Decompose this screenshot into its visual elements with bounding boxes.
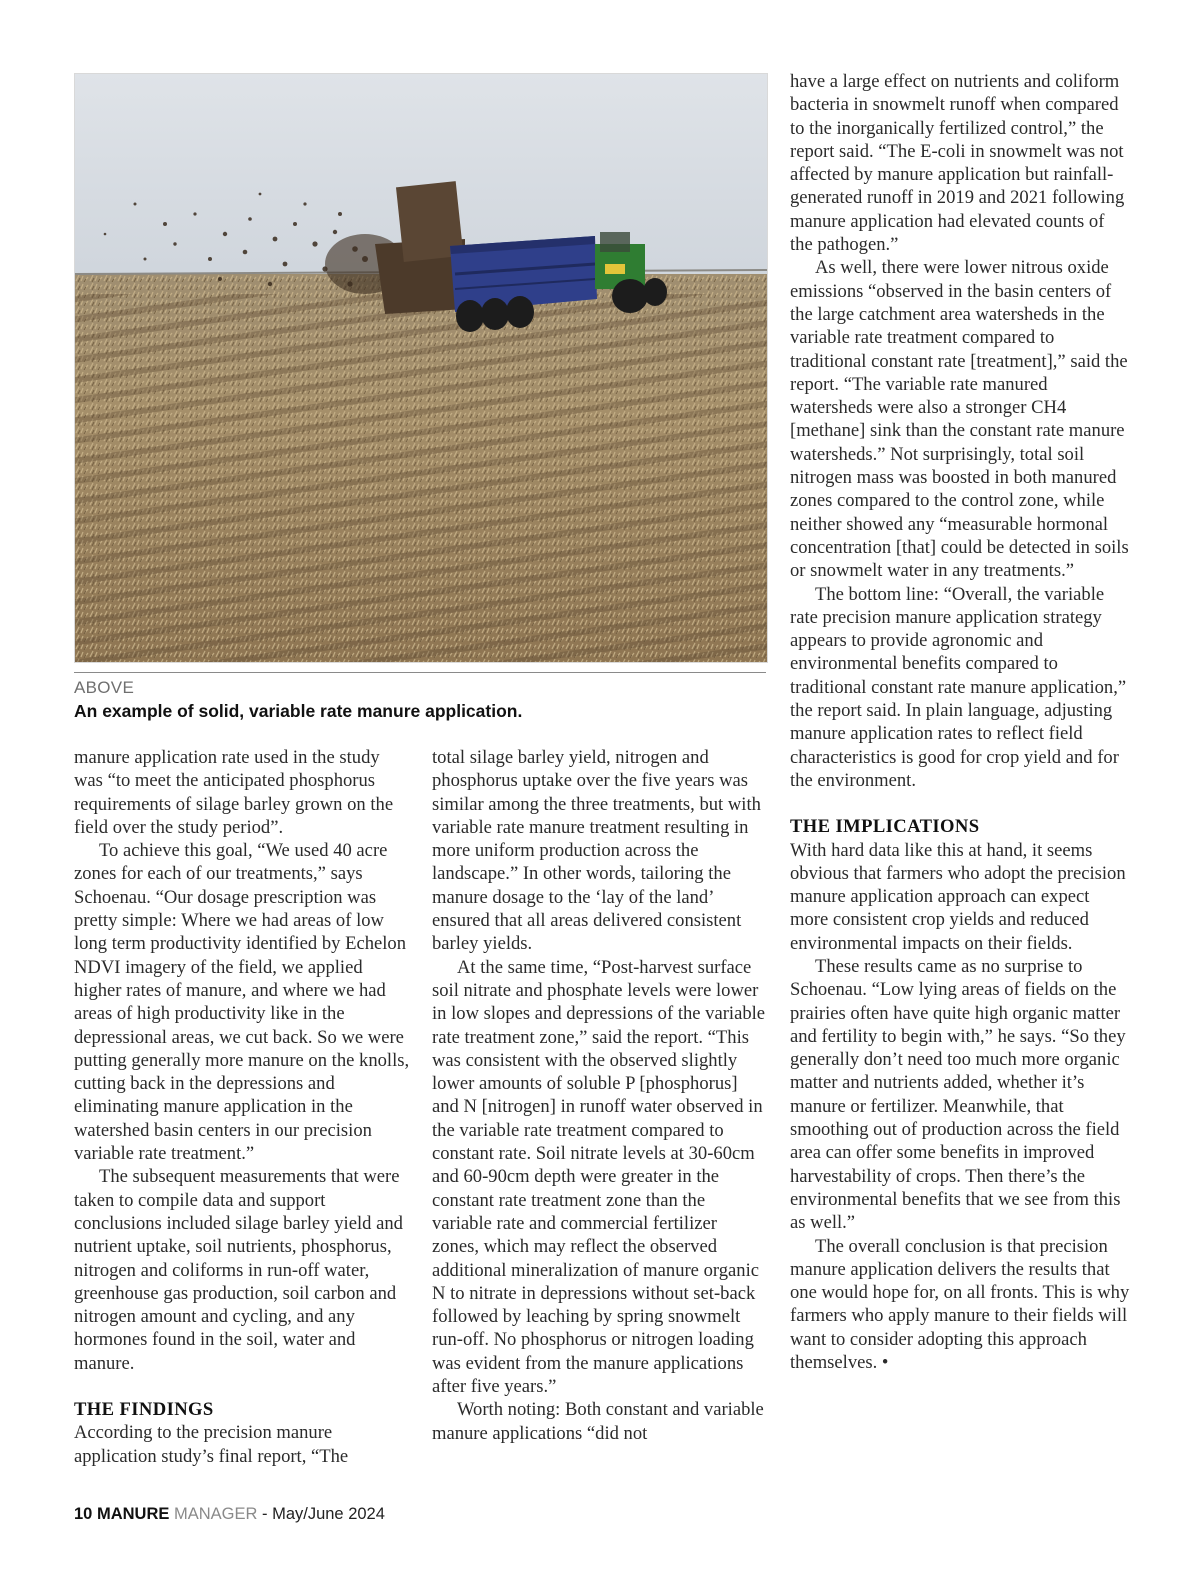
- article-column-1: [74, 746, 410, 1468]
- paragraph: have a large effect on nutrients and coliform bacteria in snowmelt runoff when compared to the inorganically fertilized control,” the report said. “The E-coli in snowmelt was not affected by manure application but rainfall-generated runoff in 2019 and 2021 following manure application had elevated counts of the pathogen.”: [790, 71, 1125, 256]
- article-photo: [74, 73, 768, 663]
- paragraph: With hard data like this at hand, it seems obvious that farmers who adopt the precision manure application approach can expect more consistent crop yields and reduced environmental impacts on their fields.: [790, 839, 1126, 954]
- paragraph: At the same time, “Post-harvest surface soil nitrate and phosphate levels were lower in low slopes and depressions of the variable rate treatment zone,” said the report. “This was consistent with the observed slightly lower amounts of soluble P [phosphorus] and N [nitrogen] in runoff water observed in the variable rate treatment compared to constant rate. Soil nitrate levels at 30-60cm and 60-90cm depth were greater in the constant rate treatment zone than the variable rate and commercial fertilizer zones, which may reflect the observed additional mineralization of manure organic N to nitrate in depressions without set-back followed by leaching by spring snowmelt run-off. No phosphorus or nitrogen loading was evident from the manure applications after five years.”: [432, 956, 766, 1398]
- publication-name-bold: MANURE: [96, 1505, 170, 1523]
- issue-date: - May/June 2024: [257, 1505, 385, 1523]
- paragraph: According to the precision manure application study’s final report, “The: [74, 1422, 349, 1467]
- paragraph: As well, there were lower nitrous oxide emissions “observed in the basin centers of the large catchment area watersheds in the variable rate treatment compared to traditional constant rate [treatment],” said the report. “The variable rate manured watersheds were also a stronger CH4 [methane] sink than the constant rate manure watersheds.” Not surprisingly, total soil nitrogen mass was boosted in both manured zones compared to the control zone, while neither showed any “measurable hormonal concentration [that] could be detected in soils or snowmelt water in any treatments.”: [790, 257, 1129, 582]
- article-column-3: [790, 70, 1130, 1374]
- manure-spreader-photo: [75, 74, 767, 662]
- paragraph: The bottom line: “Overall, the variable rate precision manure application strategy appears to provide agronomic and environmental benefits compared to traditional constant rate manure application,” the report said. In plain language, adjusting manure application rates to reflect field characteristics is good for crop yield and for the environment.: [790, 583, 1127, 791]
- section-heading-findings: THE FINDINGS: [74, 1399, 214, 1421]
- caption-label: ABOVE: [74, 678, 135, 697]
- paragraph: Worth noting: Both constant and variable manure applications “did not: [432, 1399, 764, 1444]
- paragraph: total silage barley yield, nitrogen and phosphorus uptake over the five years was similar among the three treatments, but with variable rate manure treatment resulting in more uniform production across the landscape.” In other words, tailoring the manure dosage to the ‘lay of the land’ ensured that all areas delivered consistent barley yields.: [432, 747, 761, 955]
- caption-divider: [74, 672, 766, 673]
- page-number: 10: [74, 1505, 93, 1523]
- paragraph: These results came as no surprise to Schoenau. “Low lying areas of fields on the prairies often have quite high organic matter and fertility to begin with,” he says. “So they generally don’t need too much more organic matter and nutrients added, whether it’s manure or fertilizer. Meanwhile, that smoothing out of production across the field area can offer some benefits in improved harvestability of crops. Then there’s the environmental benefits that we see from this as well.”: [790, 955, 1126, 1234]
- paragraph: manure application rate used in the study was “to meet the anticipated phosphorus requirements of silage barley grown on the field over the study period”.: [74, 747, 394, 838]
- article-column-2: [432, 746, 768, 1445]
- caption-text: An example of solid, variable rate manure application.: [74, 701, 523, 721]
- paragraph: To achieve this goal, “We used 40 acre zones for each of our treatments,” says Schoenau. “Our dosage prescription was pretty simple: Where we had areas of low long term productivity identified by Echelon NDVI imagery of the field, we applied higher rates of manure, and where we had areas of high productivity like in the depressional areas, we cut back. So we were putting generally more manure on the knolls, cutting back in the depressions and eliminating manure application in the watershed basin centers in our precision variable rate treatment.”: [74, 840, 410, 1165]
- section-heading-implications: THE IMPLICATIONS: [790, 816, 980, 838]
- paragraph: The subsequent measurements that were taken to compile data and support conclusions included silage barley yield and nutrient uptake, soil nutrients, phosphorus, nitrogen and coliforms in run-off water, greenhouse gas production, soil carbon and nitrogen amount and cycling, and any hormones found in the soil, water and manure.: [74, 1166, 403, 1374]
- paragraph: The overall conclusion is that precision manure application delivers the results that one would hope for, on all fronts. This is why farmers who apply manure to their fields will want to consider adopting this approach themselves. •: [790, 1235, 1130, 1374]
- publication-name-light: MANAGER: [173, 1505, 258, 1523]
- page-footer: [74, 1505, 385, 1524]
